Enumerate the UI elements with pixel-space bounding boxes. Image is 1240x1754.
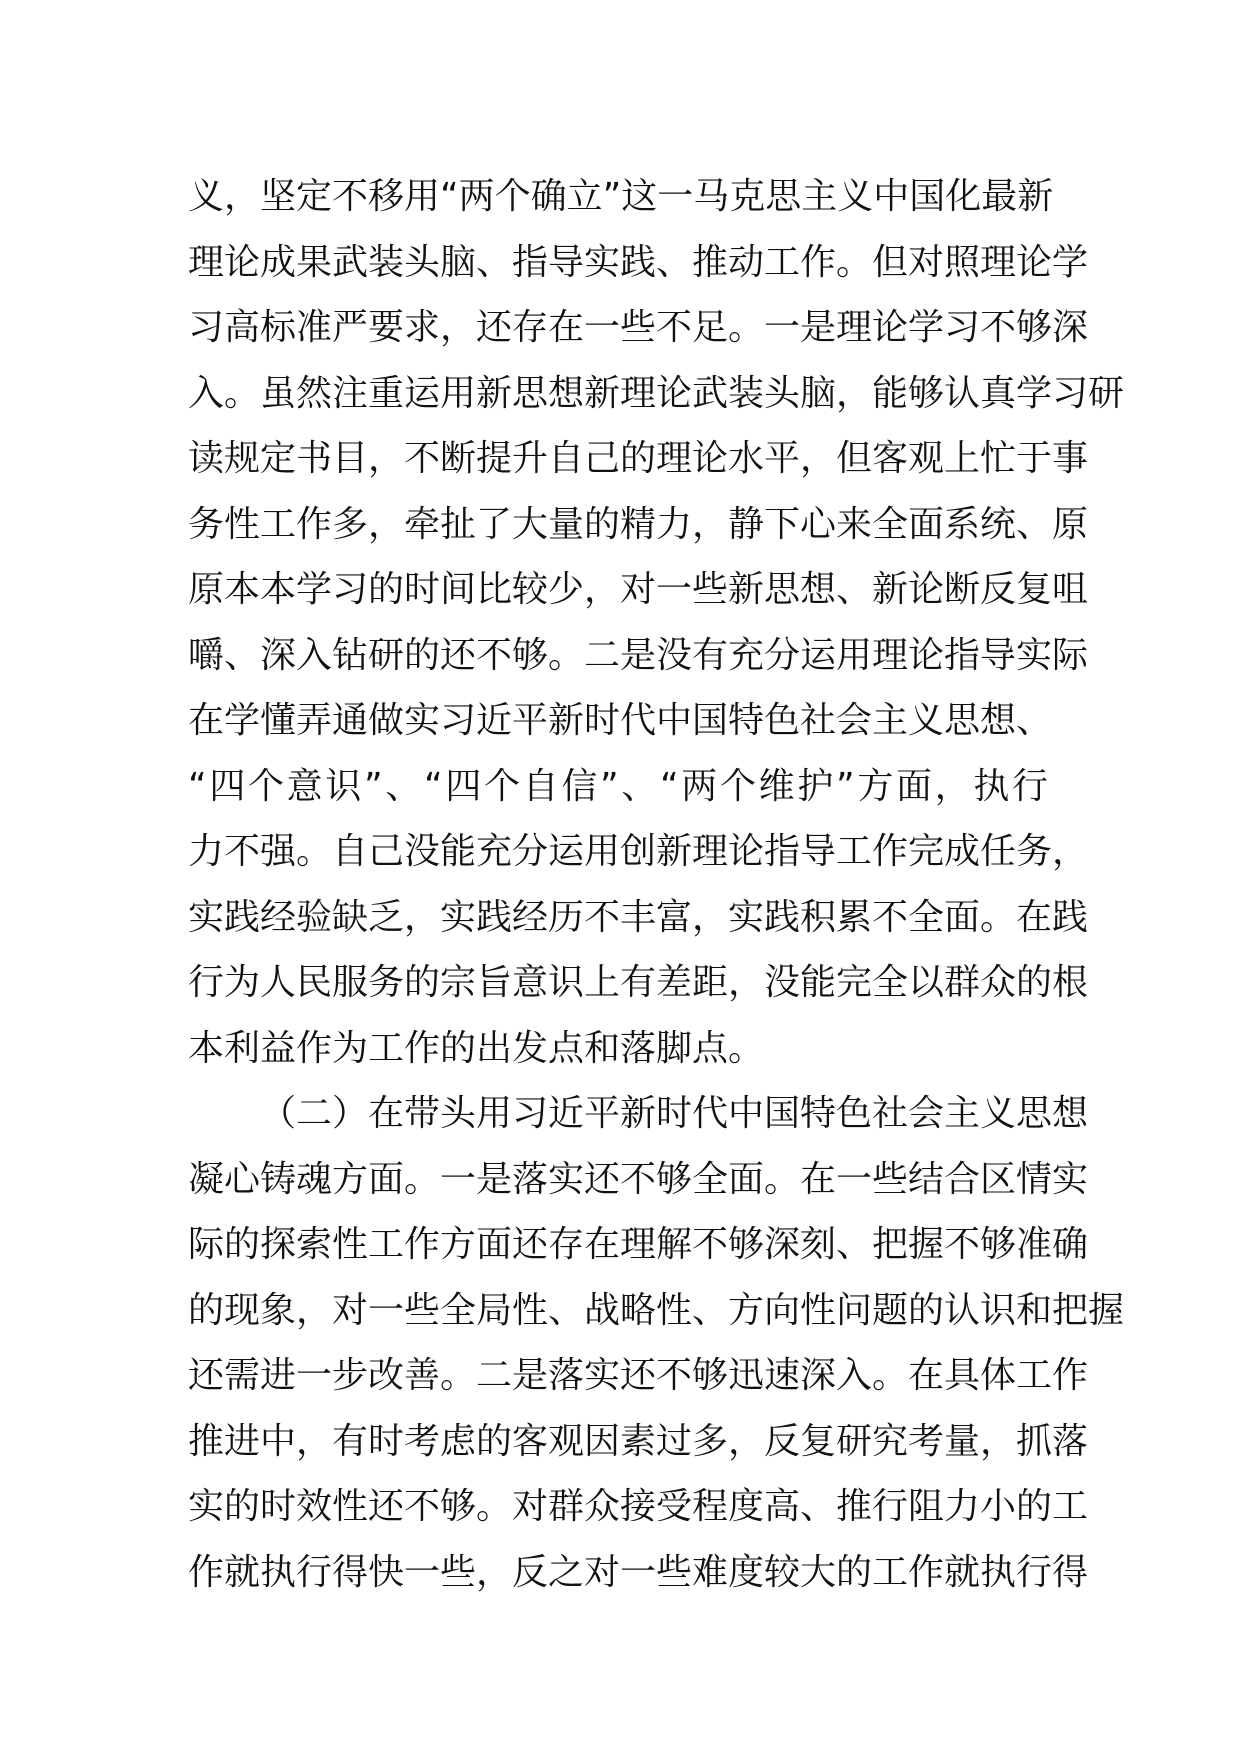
paragraph-line: 理论成果武装头脑、指导实践、推动工作。但对照理论学: [188, 241, 1089, 283]
paragraph-line: 务性工作多，牵扯了大量的精力，静下心来全面系统、原: [188, 503, 1089, 545]
paragraph-line: “四个意识”、“四个自信”、“两个维护”方面，执行: [188, 765, 1048, 807]
paragraph-line: 读规定书目，不断提升自己的理论水平，但客观上忙于事: [188, 438, 1089, 479]
paragraph-line: 实践经验缺乏，实践经历不丰富，实践积累不全面。在践: [188, 896, 1089, 938]
paragraph-line: 原本本学习的时间比较少，对一些新思想、新论断反复咀: [188, 569, 1089, 610]
paragraph-line: 的现象，对一些全局性、战略性、方向性问题的认识和把握: [188, 1289, 1125, 1331]
paragraph-line: 义，坚定不移用“两个确立”这一马克思主义中国化最新: [188, 176, 1054, 217]
paragraph-line: 习高标准严要求，还存在一些不足。一是理论学习不够深: [188, 307, 1089, 348]
document-body: [188, 164, 1125, 1605]
paragraph-line: 际的探索性工作方面还存在理解不够深刻、把握不够准确: [188, 1224, 1089, 1265]
paragraph-line: 在学懂弄通做实习近平新时代中国特色社会主义思想、: [188, 700, 1053, 741]
paragraph-line: 推进中，有时考虑的客观因素过多，反复研究考量，抓落: [188, 1420, 1089, 1462]
paragraph-1: [188, 164, 1125, 1081]
paragraph-line: 还需进一步改善。二是落实还不够迅速深入。在具体工作: [188, 1355, 1089, 1396]
section-heading-line: （二）在带头用习近平新时代中国特色社会主义思想: [260, 1093, 1089, 1134]
paragraph-line: 本利益作为工作的出发点和落脚点。: [188, 1027, 765, 1069]
paragraph-line: 实的时效性还不够。对群众接受程度高、推行阻力小的工: [188, 1486, 1089, 1527]
paragraph-line: 凝心铸魂方面。一是落实还不够全面。在一些结合区情实: [188, 1158, 1089, 1200]
paragraph-line: 力不强。自己没能充分运用创新理论指导工作完成任务，: [188, 831, 1089, 872]
paragraph-line: 嚼、深入钻研的还不够。二是没有充分运用理论指导实际: [188, 634, 1089, 676]
paragraph-2: [188, 1081, 1125, 1605]
paragraph-line: 入。虽然注重运用新思想新理论武装头脑，能够认真学习研: [188, 372, 1125, 414]
paragraph-line: 行为人民服务的宗旨意识上有差距，没能完全以群众的根: [188, 962, 1089, 1003]
paragraph-line: 作就执行得快一些，反之对一些难度较大的工作就执行得: [188, 1551, 1089, 1593]
